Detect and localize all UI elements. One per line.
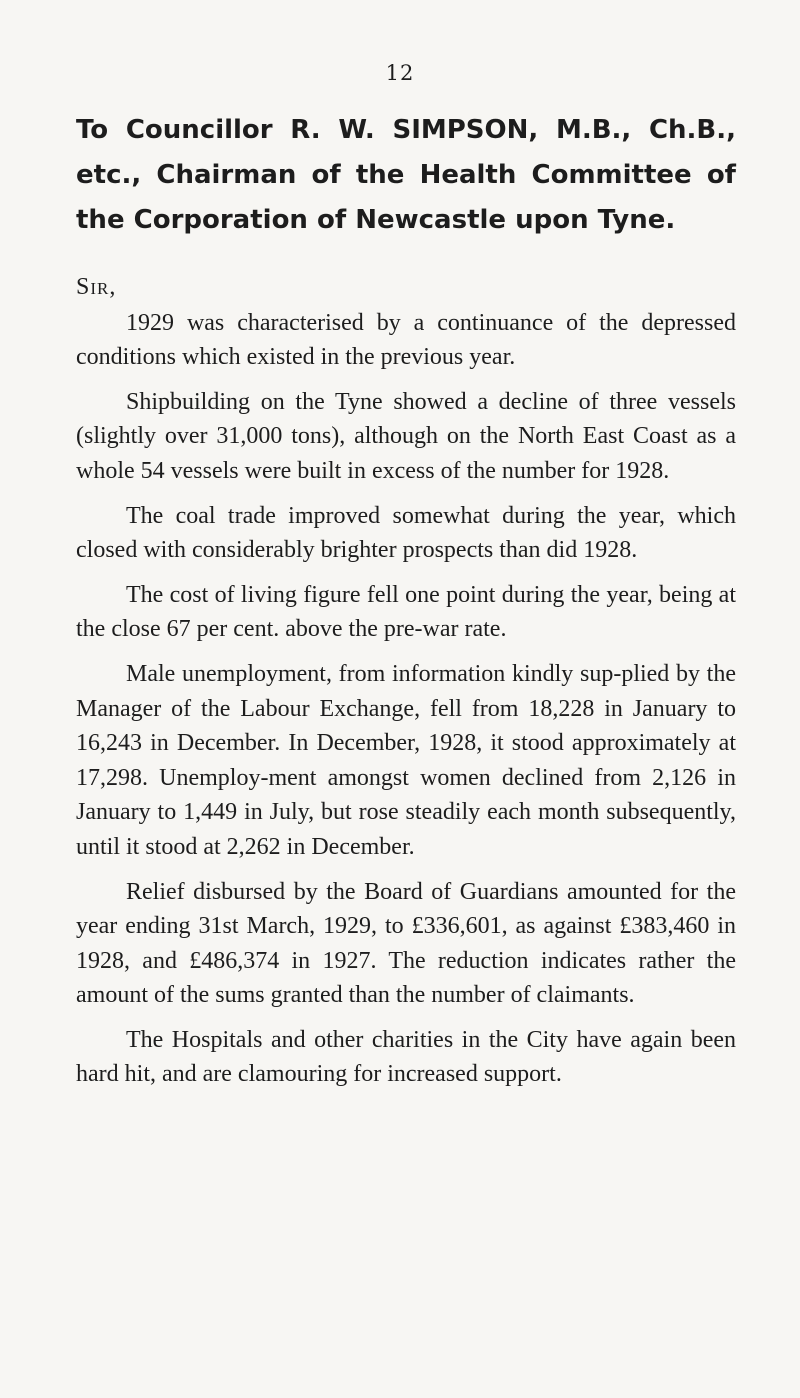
- paragraph-hospitals: The Hospitals and other charities in the City have again been hard hit, and are clamouring for increased support.: [76, 1026, 736, 1088]
- letter-address-heading: To Councillor R. W. SIMPSON, M.B., Ch.B., etc., Chairman of the Health Committee of the Corporation of Newcastle upon Tyne.: [76, 115, 736, 235]
- paragraph-depressed-conditions: 1929 was characterised by a continuance of the depressed conditions which existed in the previous year.: [76, 309, 736, 371]
- page-number: 12: [385, 61, 415, 85]
- paragraph-unemployment: Male unemployment, from information kindly sup-plied by the Manager of the Labour Exchange, fell from 18,228 in January to 16,243 in December. In December, 1928, it stood approximately at 17,298. Unemploy-ment amongst women declined from 2,126 in January to 1,449 in July, but rose steadily each month subsequently, until it stood at 2,262 in December.: [76, 660, 736, 860]
- paragraph-cost-of-living: The cost of living figure fell one point during the year, being at the close 67 per cent. above the pre-war rate.: [76, 581, 736, 643]
- paragraph-coal-trade: The coal trade improved somewhat during the year, which closed with considerably brighter prospects than did 1928.: [76, 502, 736, 564]
- paragraph-relief: Relief disbursed by the Board of Guardians amounted for the year ending 31st March, 1929, to £336,601, as against £383,460 in 1928, and £486,374 in 1927. The reduction indicates rather the amount of the sums granted than the number of claimants.: [76, 878, 736, 1009]
- letter-body: [76, 270, 736, 1102]
- paragraph-shipbuilding: Shipbuilding on the Tyne showed a decline of three vessels (slightly over 31,000 tons), although on the North East Coast as a whole 54 vessels were built in excess of the number for 1928.: [76, 388, 736, 484]
- salutation: Sir,: [76, 274, 117, 300]
